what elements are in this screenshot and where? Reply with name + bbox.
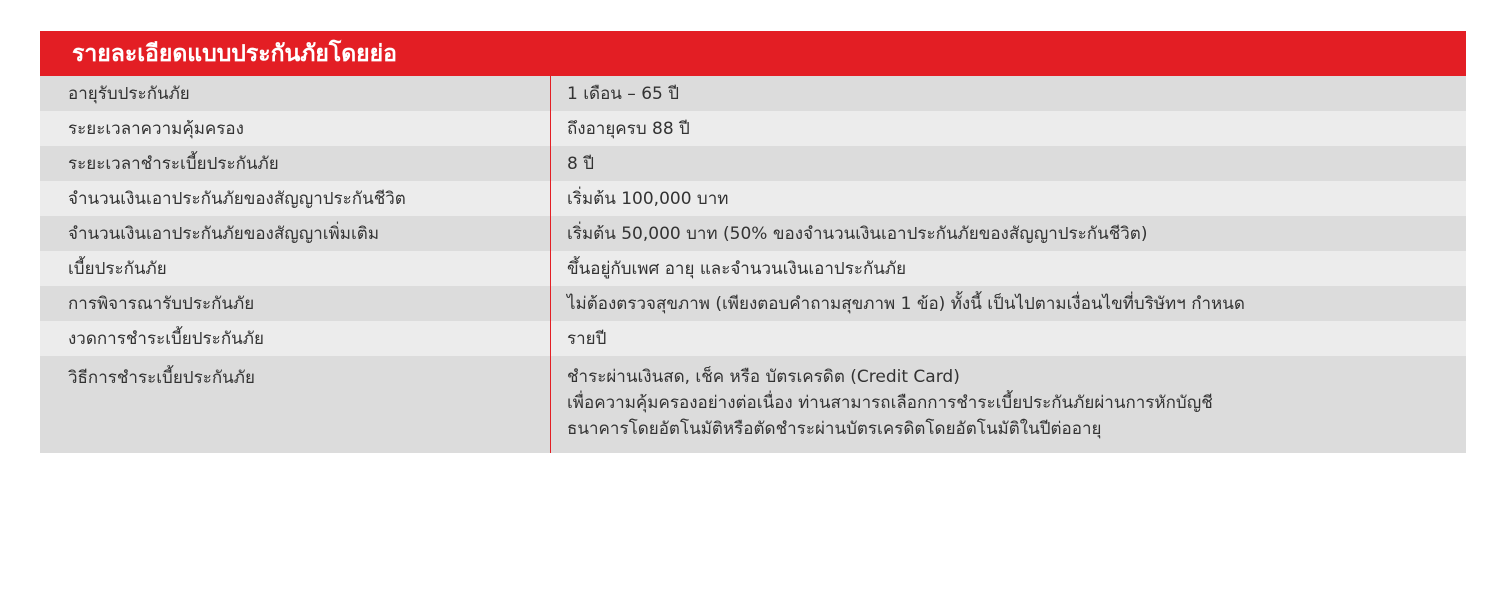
row-label: ระยะเวลาความคุ้มครอง (40, 111, 551, 146)
table-row (40, 76, 1466, 111)
row-value: ขึ้นอยู่กับเพศ อายุ และจำนวนเงินเอาประกันภัย (567, 259, 907, 279)
table-row (40, 321, 1466, 356)
table-row (40, 286, 1466, 321)
table-row (40, 181, 1466, 216)
row-label: จำนวนเงินเอาประกันภัยของสัญญาประกันชีวิต (40, 181, 551, 216)
row-value: รายปี (567, 329, 607, 349)
row-label: ระยะเวลาชำระเบี้ยประกันภัย (40, 146, 551, 181)
row-label: จำนวนเงินเอาประกันภัยของสัญญาเพิ่มเติม (40, 216, 551, 251)
row-label: เบี้ยประกันภัย (40, 251, 551, 286)
table-row (40, 111, 1466, 146)
table-body (40, 76, 1466, 453)
row-value: ไม่ต้องตรวจสุขภาพ (เพียงตอบคำถามสุขภาพ 1 ข้อ) ทั้งนี้ เป็นไปตามเงื่อนไขที่บริษัทฯ กำหนด (567, 294, 1245, 314)
row-label: งวดการชำระเบี้ยประกันภัย (40, 321, 551, 356)
row-value: เริ่มต้น 50,000 บาท (50% ของจำนวนเงินเอาประกันภัยของสัญญาประกันชีวิต) (567, 224, 1148, 244)
row-value: เริ่มต้น 100,000 บาท (567, 189, 729, 209)
row-label: อายุรับประกันภัย (40, 76, 551, 111)
row-label: การพิจารณารับประกันภัย (40, 286, 551, 321)
table-header (40, 31, 1466, 76)
payment-line: ชำระผ่านเงินสด, เช็ค หรือ บัตรเครดิต (Credit Card) (567, 367, 960, 387)
table-row (40, 251, 1466, 286)
row-value (551, 356, 1466, 442)
row-value: 1 เดือน – 65 ปี (567, 84, 680, 104)
table-row (40, 356, 1466, 453)
row-label: วิธีการชำระเบี้ยประกันภัย (40, 356, 551, 453)
row-value: ถึงอายุครบ 88 ปี (567, 119, 690, 139)
table-title: รายละเอียดแบบประกันภัยโดยย่อ (72, 40, 397, 67)
payment-line: เพื่อความคุ้มครองอย่างต่อเนื่อง ท่านสามารถเลือกการชำระเบี้ยประกันภัยผ่านการหักบัญชี (567, 393, 1213, 413)
table-row (40, 146, 1466, 181)
row-value: 8 ปี (567, 154, 595, 174)
table-row (40, 216, 1466, 251)
policy-summary-table (40, 31, 1466, 453)
payment-line: ธนาคารโดยอัตโนมัติหรือตัดชำระผ่านบัตรเครดิตโดยอัตโนมัติในปีต่ออายุ (567, 419, 1102, 439)
